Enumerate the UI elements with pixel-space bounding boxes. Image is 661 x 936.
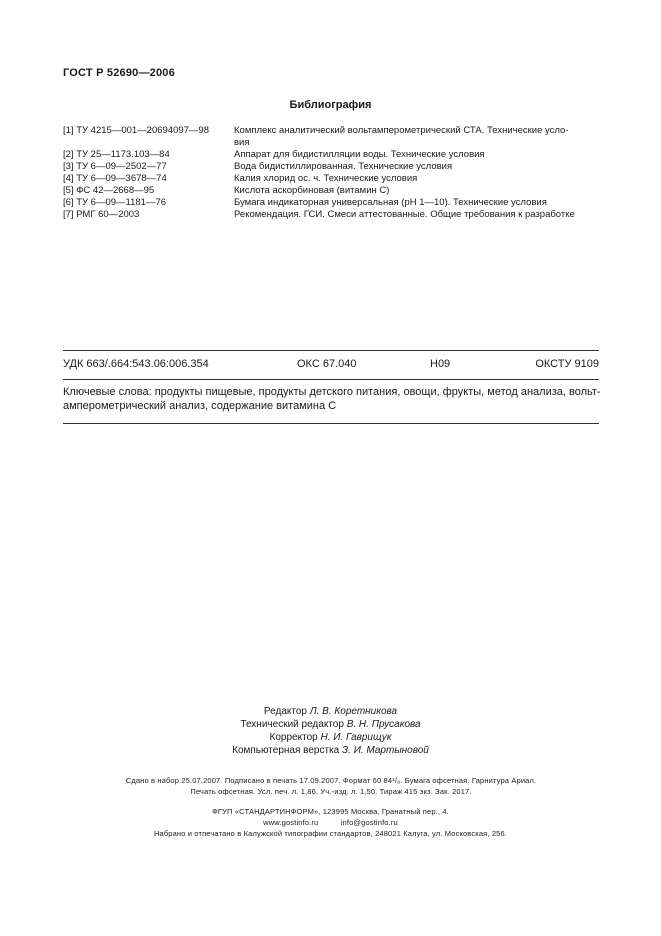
bibliography-item — [63, 173, 603, 185]
bibliography-item-cont — [63, 137, 603, 149]
publisher-contacts — [0, 817, 661, 828]
staff-role: Корректор — [269, 732, 318, 743]
bibliography-ref: [1] ТУ 4215—001—20694097—98 — [63, 125, 209, 136]
bibliography-ref: [3] ТУ 6—09—2502—77 — [63, 161, 167, 172]
staff-role: Технический редактор — [240, 719, 344, 730]
bibliography-desc: Калия хлорид ос. ч. Технические условия — [234, 173, 418, 184]
bibliography-item — [63, 209, 603, 221]
bibliography-ref: [2] ТУ 25—1173.103—84 — [63, 149, 170, 160]
divider — [63, 350, 599, 351]
bibliography-item — [63, 185, 603, 197]
staff-line — [0, 705, 661, 718]
print-info-line: Сдано в набор 25.07.2007. Подписано в печать 17.09.2007. Формат 60 84¹/₈. Бумага офсетная. Гарнитура Ариал. — [125, 776, 537, 785]
divider — [63, 379, 599, 380]
publisher-site: www.gostinfo.ru — [263, 818, 319, 827]
bibliography-ref: [7] РМГ 60—2003 — [63, 209, 140, 220]
document-code: ГОСТ Р 52690—2006 — [63, 67, 175, 79]
okstu-code: ОКСТУ 9109 — [535, 358, 599, 370]
bibliography-item — [63, 161, 603, 173]
staff-credits — [0, 705, 661, 757]
staff-name: Л. В. Коретникова — [309, 706, 398, 717]
publisher-info — [0, 806, 661, 839]
staff-role: Редактор — [263, 706, 307, 717]
divider — [63, 423, 599, 424]
bibliography-item — [63, 197, 603, 209]
bibliography-item — [63, 149, 603, 161]
printer-info: Набрано и отпечатано в Калужской типографии стандартов, 248021 Калуга, ул. Московская, 256. — [153, 829, 508, 838]
publisher-address: ФГУП «СТАНДАРТИНФОРМ», 123995 Москва, Гранатный пер., 4. — [212, 807, 449, 816]
bibliography-title: Библиография — [289, 99, 372, 111]
print-info-line: Печать офсетная. Усл. печ. л. 1,86. Уч.-изд. л. 1,50. Тираж 415 экз. Зак. 2017. — [190, 787, 472, 796]
staff-name: В. Н. Прусакова — [346, 719, 421, 730]
keywords: Ключевые слова: продукты пищевые, продукты детского питания, овощи, фрукты, метод анализа, вольт-амперометрический анализ, содержание витамина С — [63, 386, 601, 412]
bibliography-desc: Вода бидистиллированная. Технические условия — [234, 161, 453, 172]
staff-line — [0, 718, 661, 731]
bibliography-desc: Комплекс аналитический вольтамперометрический СТА. Технические усло- — [234, 125, 569, 136]
bibliography-desc: Рекомендация. ГСИ. Смеси аттестованные. Общие требования к разработке — [234, 209, 575, 220]
bibliography-desc: Аппарат для бидистилляции воды. Технические условия — [234, 149, 485, 160]
staff-role: Компьютерная верстка — [232, 745, 340, 756]
bibliography-ref: [5] ФС 42—2668—95 — [63, 185, 155, 196]
bibliography-desc: Кислота аскорбиновая (витамин С) — [234, 185, 390, 196]
oks-code: ОКС 67.040 — [297, 358, 357, 370]
staff-line — [0, 731, 661, 744]
bibliography-item — [63, 125, 603, 137]
bibliography-list — [63, 125, 603, 221]
bibliography-ref: [4] ТУ 6—09—3678—74 — [63, 173, 167, 184]
bibliography-desc: Бумага индикаторная универсальная (рН 1—10). Технические условия — [234, 197, 547, 208]
staff-line — [0, 744, 661, 757]
h-code: Н09 — [430, 358, 451, 370]
publisher-email: info@gostinfo.ru — [340, 818, 398, 827]
staff-name: З. И. Мартыновой — [342, 745, 429, 756]
staff-name: Н. И. Гаврищук — [320, 732, 392, 743]
udk-code: УДК 663/.664:543.06:006.354 — [63, 358, 209, 370]
bibliography-ref: [6] ТУ 6—09—1181—76 — [63, 197, 167, 208]
print-info — [63, 775, 599, 797]
bibliography-desc-cont: вия — [234, 137, 250, 148]
